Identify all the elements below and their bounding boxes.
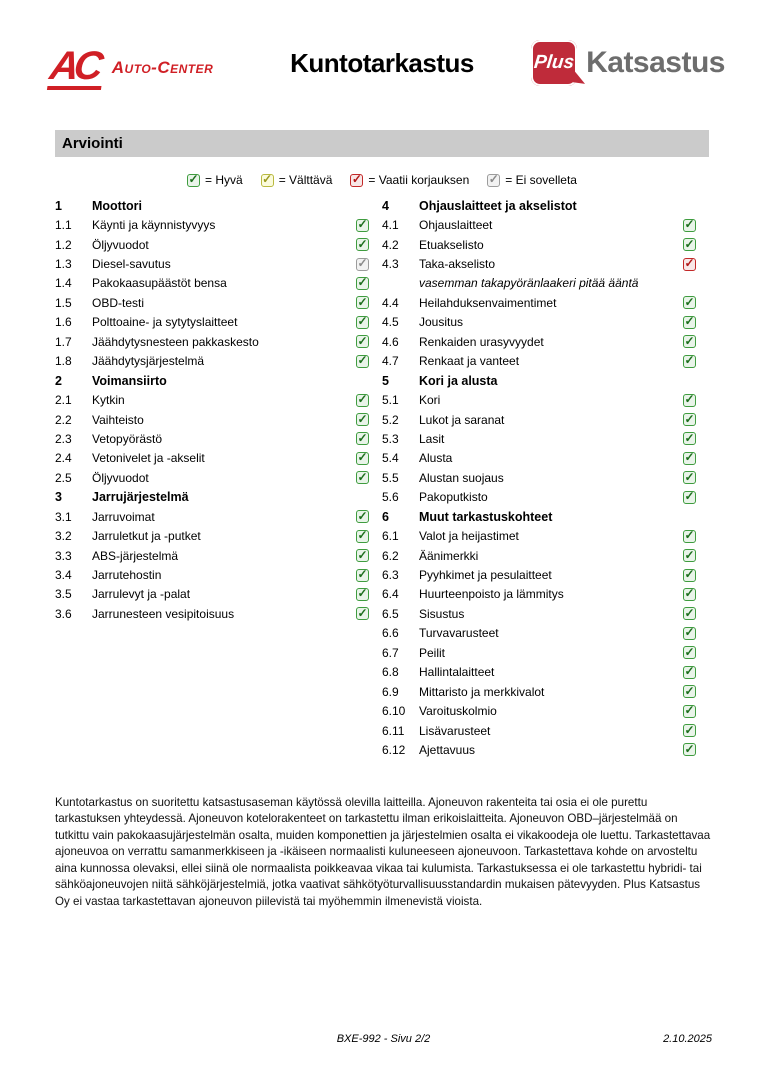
- status-checkbox-good: [356, 238, 369, 251]
- item-number: 2.2: [55, 412, 72, 427]
- check-icon: ✓: [357, 567, 368, 582]
- item-number: 2.5: [55, 470, 72, 485]
- checklist-row: [382, 526, 698, 545]
- checklist-row: [382, 585, 698, 604]
- status-checkbox-good: [683, 588, 696, 601]
- status-checkbox-good: [356, 569, 369, 582]
- item-number: 1.7: [55, 334, 72, 349]
- item-number: 3.6: [55, 606, 72, 621]
- check-icon: ✓: [357, 392, 368, 407]
- legend-label-repair: = Vaatii korjauksen: [368, 173, 470, 187]
- item-number: 4.1: [382, 218, 399, 233]
- check-icon: ✓: [684, 314, 695, 329]
- page-title: Kuntotarkastus: [290, 48, 474, 78]
- check-icon: ✓: [684, 392, 695, 407]
- status-checkbox-good: [356, 452, 369, 465]
- item-label: Pakoputkisto: [419, 490, 488, 505]
- checklist-row: [55, 390, 371, 409]
- section-header-row: [55, 196, 371, 215]
- section-number: 3: [55, 490, 62, 505]
- status-checkbox-good: [356, 219, 369, 232]
- item-label: Vetopyörästö: [92, 431, 163, 446]
- checklist-row: [382, 721, 698, 740]
- check-icon: ✓: [357, 547, 368, 562]
- section-number: 1: [55, 198, 62, 213]
- checklist-row: [382, 390, 698, 409]
- check-icon: ✓: [684, 469, 695, 484]
- item-number: 4.2: [382, 237, 399, 252]
- item-number: 6.7: [382, 645, 399, 660]
- checklist-row: [382, 468, 698, 487]
- check-icon: ✓: [357, 411, 368, 426]
- item-number: 3.5: [55, 587, 72, 602]
- checklist-column-right: [382, 196, 698, 760]
- check-icon: ✓: [357, 256, 368, 271]
- checklist-column-left: [55, 196, 371, 760]
- item-number: 5.1: [382, 393, 399, 408]
- status-checkbox-good: [683, 355, 696, 368]
- item-number: 1.3: [55, 257, 72, 272]
- status-checkbox-good: [683, 296, 696, 309]
- checklist-row: [382, 254, 698, 273]
- item-number: 5.4: [382, 451, 399, 466]
- item-number: 2.4: [55, 451, 72, 466]
- check-icon: ✓: [684, 353, 695, 368]
- status-checkbox-good: [683, 471, 696, 484]
- checklist-row: [382, 701, 698, 720]
- item-number: 3.2: [55, 529, 72, 544]
- section-header-row: [55, 488, 371, 507]
- checklist-row: [55, 313, 371, 332]
- section-number: 6: [382, 509, 389, 524]
- item-label: Lukot ja saranat: [419, 412, 505, 427]
- status-checkbox-good: [356, 549, 369, 562]
- checklist-row: [55, 235, 371, 254]
- status-checkbox-good: [683, 685, 696, 698]
- item-number: 6.9: [382, 684, 399, 699]
- item-number: 6.2: [382, 548, 399, 563]
- page-info: BXE-992 - Sivu 2/2: [336, 1033, 431, 1045]
- section-number: 2: [55, 373, 62, 388]
- checklist-row: [55, 215, 371, 234]
- item-label: Huurteenpoisto ja lämmitys: [419, 587, 564, 602]
- status-checkbox-good: [356, 530, 369, 543]
- item-label: Jarrulevyt ja -palat: [92, 587, 191, 602]
- checklist-row: [382, 624, 698, 643]
- item-number: 3.4: [55, 568, 72, 583]
- item-number: 6.10: [382, 704, 406, 719]
- item-label: Ajettavuus: [419, 742, 476, 757]
- status-checkbox-good: [683, 413, 696, 426]
- item-label: Renkaat ja vanteet: [419, 354, 520, 369]
- item-label: Taka-akselisto: [419, 257, 496, 272]
- section-number: 4: [382, 198, 389, 213]
- item-label: Lisävarusteet: [419, 723, 491, 738]
- status-checkbox-good: [356, 335, 369, 348]
- checklist-row: [382, 313, 698, 332]
- section-bar-title: Arviointi: [62, 135, 123, 152]
- item-number: 2.1: [55, 393, 72, 408]
- status-checkbox-repair: [683, 258, 696, 271]
- item-number: 4.5: [382, 315, 399, 330]
- status-checkbox-good: [683, 432, 696, 445]
- item-label: Jarruletkut ja -putket: [92, 529, 201, 544]
- item-label: Jäähdytysnesteen pakkaskesto: [92, 334, 259, 349]
- checklist-row: [382, 565, 698, 584]
- checklist-row: [382, 449, 698, 468]
- item-label: Jarruvoimat: [92, 509, 155, 524]
- status-checkbox-good: [356, 510, 369, 523]
- checklist-row: [382, 604, 698, 623]
- section-title: Voimansiirto: [92, 373, 167, 388]
- legend-item-fair: [261, 173, 333, 187]
- item-label: Varoituskolmio: [419, 704, 497, 719]
- check-icon: ✓: [684, 528, 695, 543]
- status-checkbox-na: [356, 258, 369, 271]
- item-number: 1.2: [55, 237, 72, 252]
- page-footer: [55, 1033, 712, 1049]
- status-checkbox-na: [487, 174, 500, 187]
- status-checkbox-good: [683, 219, 696, 232]
- item-label: Käynti ja käynnistyvyys: [92, 218, 216, 233]
- checklist-row: [55, 332, 371, 351]
- checklist-row: [55, 429, 371, 448]
- item-label: OBD-testi: [92, 295, 145, 310]
- status-checkbox-good: [683, 724, 696, 737]
- check-icon: ✓: [684, 217, 695, 232]
- item-label: Lasit: [419, 431, 445, 446]
- auto-center-logo-mark: AC: [47, 46, 107, 90]
- status-checkbox-good: [683, 335, 696, 348]
- check-icon: ✓: [357, 528, 368, 543]
- status-checkbox-good: [683, 549, 696, 562]
- checklist-row: [382, 643, 698, 662]
- check-icon: ✓: [357, 314, 368, 329]
- status-checkbox-good: [683, 394, 696, 407]
- section-header-row: [382, 507, 698, 526]
- remark-text: vasemman takapyöränlaakeri pitää ääntä: [419, 276, 639, 291]
- check-icon: ✓: [357, 217, 368, 232]
- check-icon: ✓: [357, 236, 368, 251]
- section-title: Moottori: [92, 198, 142, 213]
- checklist-row: [55, 410, 371, 429]
- item-number: 1.4: [55, 276, 72, 291]
- status-checkbox-fair: [261, 174, 274, 187]
- section-number: 5: [382, 373, 389, 388]
- checklist-row: [382, 235, 698, 254]
- item-number: 5.6: [382, 490, 399, 505]
- checklist-row: [55, 507, 371, 526]
- item-label: Valot ja heijastimet: [419, 529, 519, 544]
- check-icon: ✓: [684, 430, 695, 445]
- status-checkbox-good: [356, 394, 369, 407]
- plus-badge-text: Plus: [532, 52, 576, 73]
- check-icon: ✓: [684, 625, 695, 640]
- status-checkbox-good: [683, 569, 696, 582]
- item-number: 4.6: [382, 334, 399, 349]
- legend-label-good: = Hyvä: [205, 173, 243, 187]
- section-header-row: [55, 371, 371, 390]
- checklist-row: [382, 488, 698, 507]
- status-checkbox-good: [683, 530, 696, 543]
- item-number: 6.3: [382, 568, 399, 583]
- checklist-row: [382, 546, 698, 565]
- item-label: Alustan suojaus: [419, 470, 504, 485]
- item-label: Jäähdytysjärjestelmä: [92, 354, 205, 369]
- status-checkbox-good: [356, 413, 369, 426]
- check-icon: ✓: [684, 703, 695, 718]
- check-icon: ✓: [684, 567, 695, 582]
- item-label: Etuakselisto: [419, 237, 484, 252]
- item-number: 3.3: [55, 548, 72, 563]
- item-label: Polttoaine- ja sytytyslaitteet: [92, 315, 238, 330]
- check-icon: ✓: [684, 605, 695, 620]
- item-number: 1.1: [55, 218, 72, 233]
- item-label: Jarrutehostin: [92, 568, 162, 583]
- check-icon: ✓: [684, 236, 695, 251]
- item-label: Heilahduksenvaimentimet: [419, 295, 557, 310]
- item-label: Äänimerkki: [419, 548, 479, 563]
- checklist-row: [55, 274, 371, 293]
- report-date: 2.10.2025: [663, 1033, 712, 1045]
- check-icon: ✓: [357, 294, 368, 309]
- legend-item-repair: [350, 173, 469, 187]
- check-icon: ✓: [684, 333, 695, 348]
- item-number: 6.12: [382, 742, 406, 757]
- legend-label-fair: = Välttävä: [278, 173, 333, 187]
- check-icon: ✓: [684, 644, 695, 659]
- status-checkbox-good: [356, 355, 369, 368]
- checklist: [55, 196, 698, 760]
- item-label: Peilit: [419, 645, 446, 660]
- item-number: 4.4: [382, 295, 399, 310]
- item-number: 4.7: [382, 354, 399, 369]
- status-checkbox-good: [356, 316, 369, 329]
- check-icon: ✓: [357, 353, 368, 368]
- checklist-row: [55, 254, 371, 273]
- plus-katsastus-logo-text: Katsastus: [586, 46, 725, 79]
- check-icon: ✓: [684, 722, 695, 737]
- checklist-row: [55, 293, 371, 312]
- remark-row: [382, 274, 698, 293]
- check-icon: ✓: [684, 741, 695, 756]
- item-number: 1.6: [55, 315, 72, 330]
- item-label: Jarrunesteen vesipitoisuus: [92, 606, 235, 621]
- item-number: 6.6: [382, 626, 399, 641]
- status-checkbox-good: [187, 174, 200, 187]
- item-number: 6.1: [382, 529, 399, 544]
- checklist-row: [55, 565, 371, 584]
- checklist-row: [382, 663, 698, 682]
- item-label: Pyyhkimet ja pesulaitteet: [419, 568, 552, 583]
- check-icon: ✓: [188, 172, 199, 186]
- item-label: Alusta: [419, 451, 453, 466]
- checklist-row: [382, 352, 698, 371]
- item-number: 1.8: [55, 354, 72, 369]
- status-checkbox-good: [356, 432, 369, 445]
- item-label: Turvavarusteet: [419, 626, 499, 641]
- item-number: 2.3: [55, 431, 72, 446]
- item-label: Öljyvuodot: [92, 470, 149, 485]
- item-label: Mittaristo ja merkkivalot: [419, 684, 545, 699]
- section-header-row: [382, 196, 698, 215]
- item-number: 6.5: [382, 606, 399, 621]
- check-icon: ✓: [684, 664, 695, 679]
- status-checkbox-good: [683, 238, 696, 251]
- check-icon: ✓: [357, 586, 368, 601]
- plus-badge-icon: [531, 40, 577, 86]
- checklist-row: [382, 293, 698, 312]
- item-label: Pakokaasupäästöt bensa: [92, 276, 227, 291]
- checklist-row: [55, 604, 371, 623]
- auto-center-logo-text: Auto-Center: [111, 58, 214, 77]
- legend: [55, 170, 709, 190]
- legend-label-na: = Ei sovelleta: [505, 173, 577, 187]
- item-number: 4.3: [382, 257, 399, 272]
- item-label: Hallintalaitteet: [419, 665, 495, 680]
- status-checkbox-good: [356, 296, 369, 309]
- check-icon: ✓: [357, 333, 368, 348]
- status-checkbox-good: [356, 588, 369, 601]
- status-checkbox-repair: [350, 174, 363, 187]
- item-label: Kori: [419, 393, 441, 408]
- item-number: 1.5: [55, 295, 72, 310]
- legend-item-good: [187, 173, 243, 187]
- status-checkbox-good: [683, 316, 696, 329]
- status-checkbox-good: [356, 471, 369, 484]
- check-icon: ✓: [262, 172, 273, 186]
- status-checkbox-good: [683, 627, 696, 640]
- section-title: Ohjauslaitteet ja akselistot: [419, 198, 577, 213]
- item-number: 6.11: [382, 723, 405, 738]
- checklist-row: [382, 332, 698, 351]
- disclaimer-text: Kuntotarkastus on suoritettu katsastusaseman käytössä olevilla laitteilla. Ajoneuvon rakenteita tai osia ei ole purettu tarkastuksen yhteydessä. Ajoneuvon kotelorakenteet on tarkastettu ilman erikoislaitteita. Ajoneuvon OBD–järjestelmää on tutkittu vain pakokaasujärjestelmän osalta, muiden komponettien ja järjestelmien osalta ei vikakoodeja ole luettu. Tarkastettavaa ajoneuvoa on verrattu samanmerkkiseen ja -ikäiseen normaalisti kuluneeseen ajoneuvoon. Tarkastettava kohde on arvosteltu aina kunnossa olevaksi, ellei siinä ole normaalista poikkeavaa vikaa tai kulumista. Tarkastuksessa ei ole tarkastettu hybridi- tai sähköajoneuvojen niitä sähköjärjestelmiä, jotka vaativat sähkötyöturvallisuusstandardin mukaisen pätevyyden. Plus Katsastus Oy ei vastaa tarkastettavan ajoneuvon piilevistä tai myöhemmin ilmenevistä vioista.: [55, 796, 711, 908]
- check-icon: ✓: [357, 450, 368, 465]
- status-checkbox-good: [356, 607, 369, 620]
- plus-katsastus-logo: [531, 40, 725, 86]
- status-checkbox-good: [683, 607, 696, 620]
- section-bar-arviointi: [55, 130, 709, 157]
- item-label: Kytkin: [92, 393, 125, 408]
- check-icon: ✓: [684, 411, 695, 426]
- check-icon: ✓: [684, 450, 695, 465]
- section-title: Kori ja alusta: [419, 373, 498, 388]
- check-icon: ✓: [357, 275, 368, 290]
- check-icon: ✓: [684, 586, 695, 601]
- checklist-row: [382, 682, 698, 701]
- checklist-row: [382, 215, 698, 234]
- item-label: Vetonivelet ja -akselit: [92, 451, 205, 466]
- section-title: Jarrujärjestelmä: [92, 490, 189, 505]
- item-label: Jousitus: [419, 315, 464, 330]
- check-icon: ✓: [684, 489, 695, 504]
- check-icon: ✓: [684, 547, 695, 562]
- item-label: Renkaiden urasyvyydet: [419, 334, 544, 349]
- item-number: 5.3: [382, 431, 399, 446]
- item-number: 6.4: [382, 587, 399, 602]
- checklist-row: [55, 585, 371, 604]
- section-title: Muut tarkastuskohteet: [419, 509, 553, 524]
- status-checkbox-good: [683, 743, 696, 756]
- check-icon: ✓: [357, 430, 368, 445]
- checklist-row: [55, 352, 371, 371]
- check-icon: ✓: [684, 294, 695, 309]
- legend-item-na: [487, 173, 577, 187]
- checklist-row: [382, 429, 698, 448]
- item-label: Ohjauslaitteet: [419, 218, 493, 233]
- checklist-row: [382, 740, 698, 759]
- check-icon: ✓: [488, 172, 499, 186]
- item-label: Vaihteisto: [92, 412, 144, 427]
- status-checkbox-good: [683, 452, 696, 465]
- check-icon: ✓: [351, 172, 362, 186]
- item-label: Sisustus: [419, 606, 465, 621]
- item-label: Öljyvuodot: [92, 237, 149, 252]
- check-icon: ✓: [684, 683, 695, 698]
- status-checkbox-good: [683, 646, 696, 659]
- item-number: 5.5: [382, 470, 399, 485]
- section-header-row: [382, 371, 698, 390]
- status-checkbox-good: [356, 277, 369, 290]
- checklist-row: [55, 468, 371, 487]
- item-label: ABS-järjestelmä: [92, 548, 179, 563]
- check-icon: ✓: [357, 469, 368, 484]
- item-number: 5.2: [382, 412, 399, 427]
- item-label: Diesel-savutus: [92, 257, 171, 272]
- checklist-row: [55, 526, 371, 545]
- check-icon: ✓: [684, 256, 695, 271]
- checklist-row: [55, 546, 371, 565]
- status-checkbox-good: [683, 666, 696, 679]
- item-number: 3.1: [55, 509, 72, 524]
- status-checkbox-good: [683, 705, 696, 718]
- checklist-row: [55, 449, 371, 468]
- item-number: 6.8: [382, 665, 399, 680]
- check-icon: ✓: [357, 508, 368, 523]
- check-icon: ✓: [357, 605, 368, 620]
- checklist-row: [382, 410, 698, 429]
- status-checkbox-good: [683, 491, 696, 504]
